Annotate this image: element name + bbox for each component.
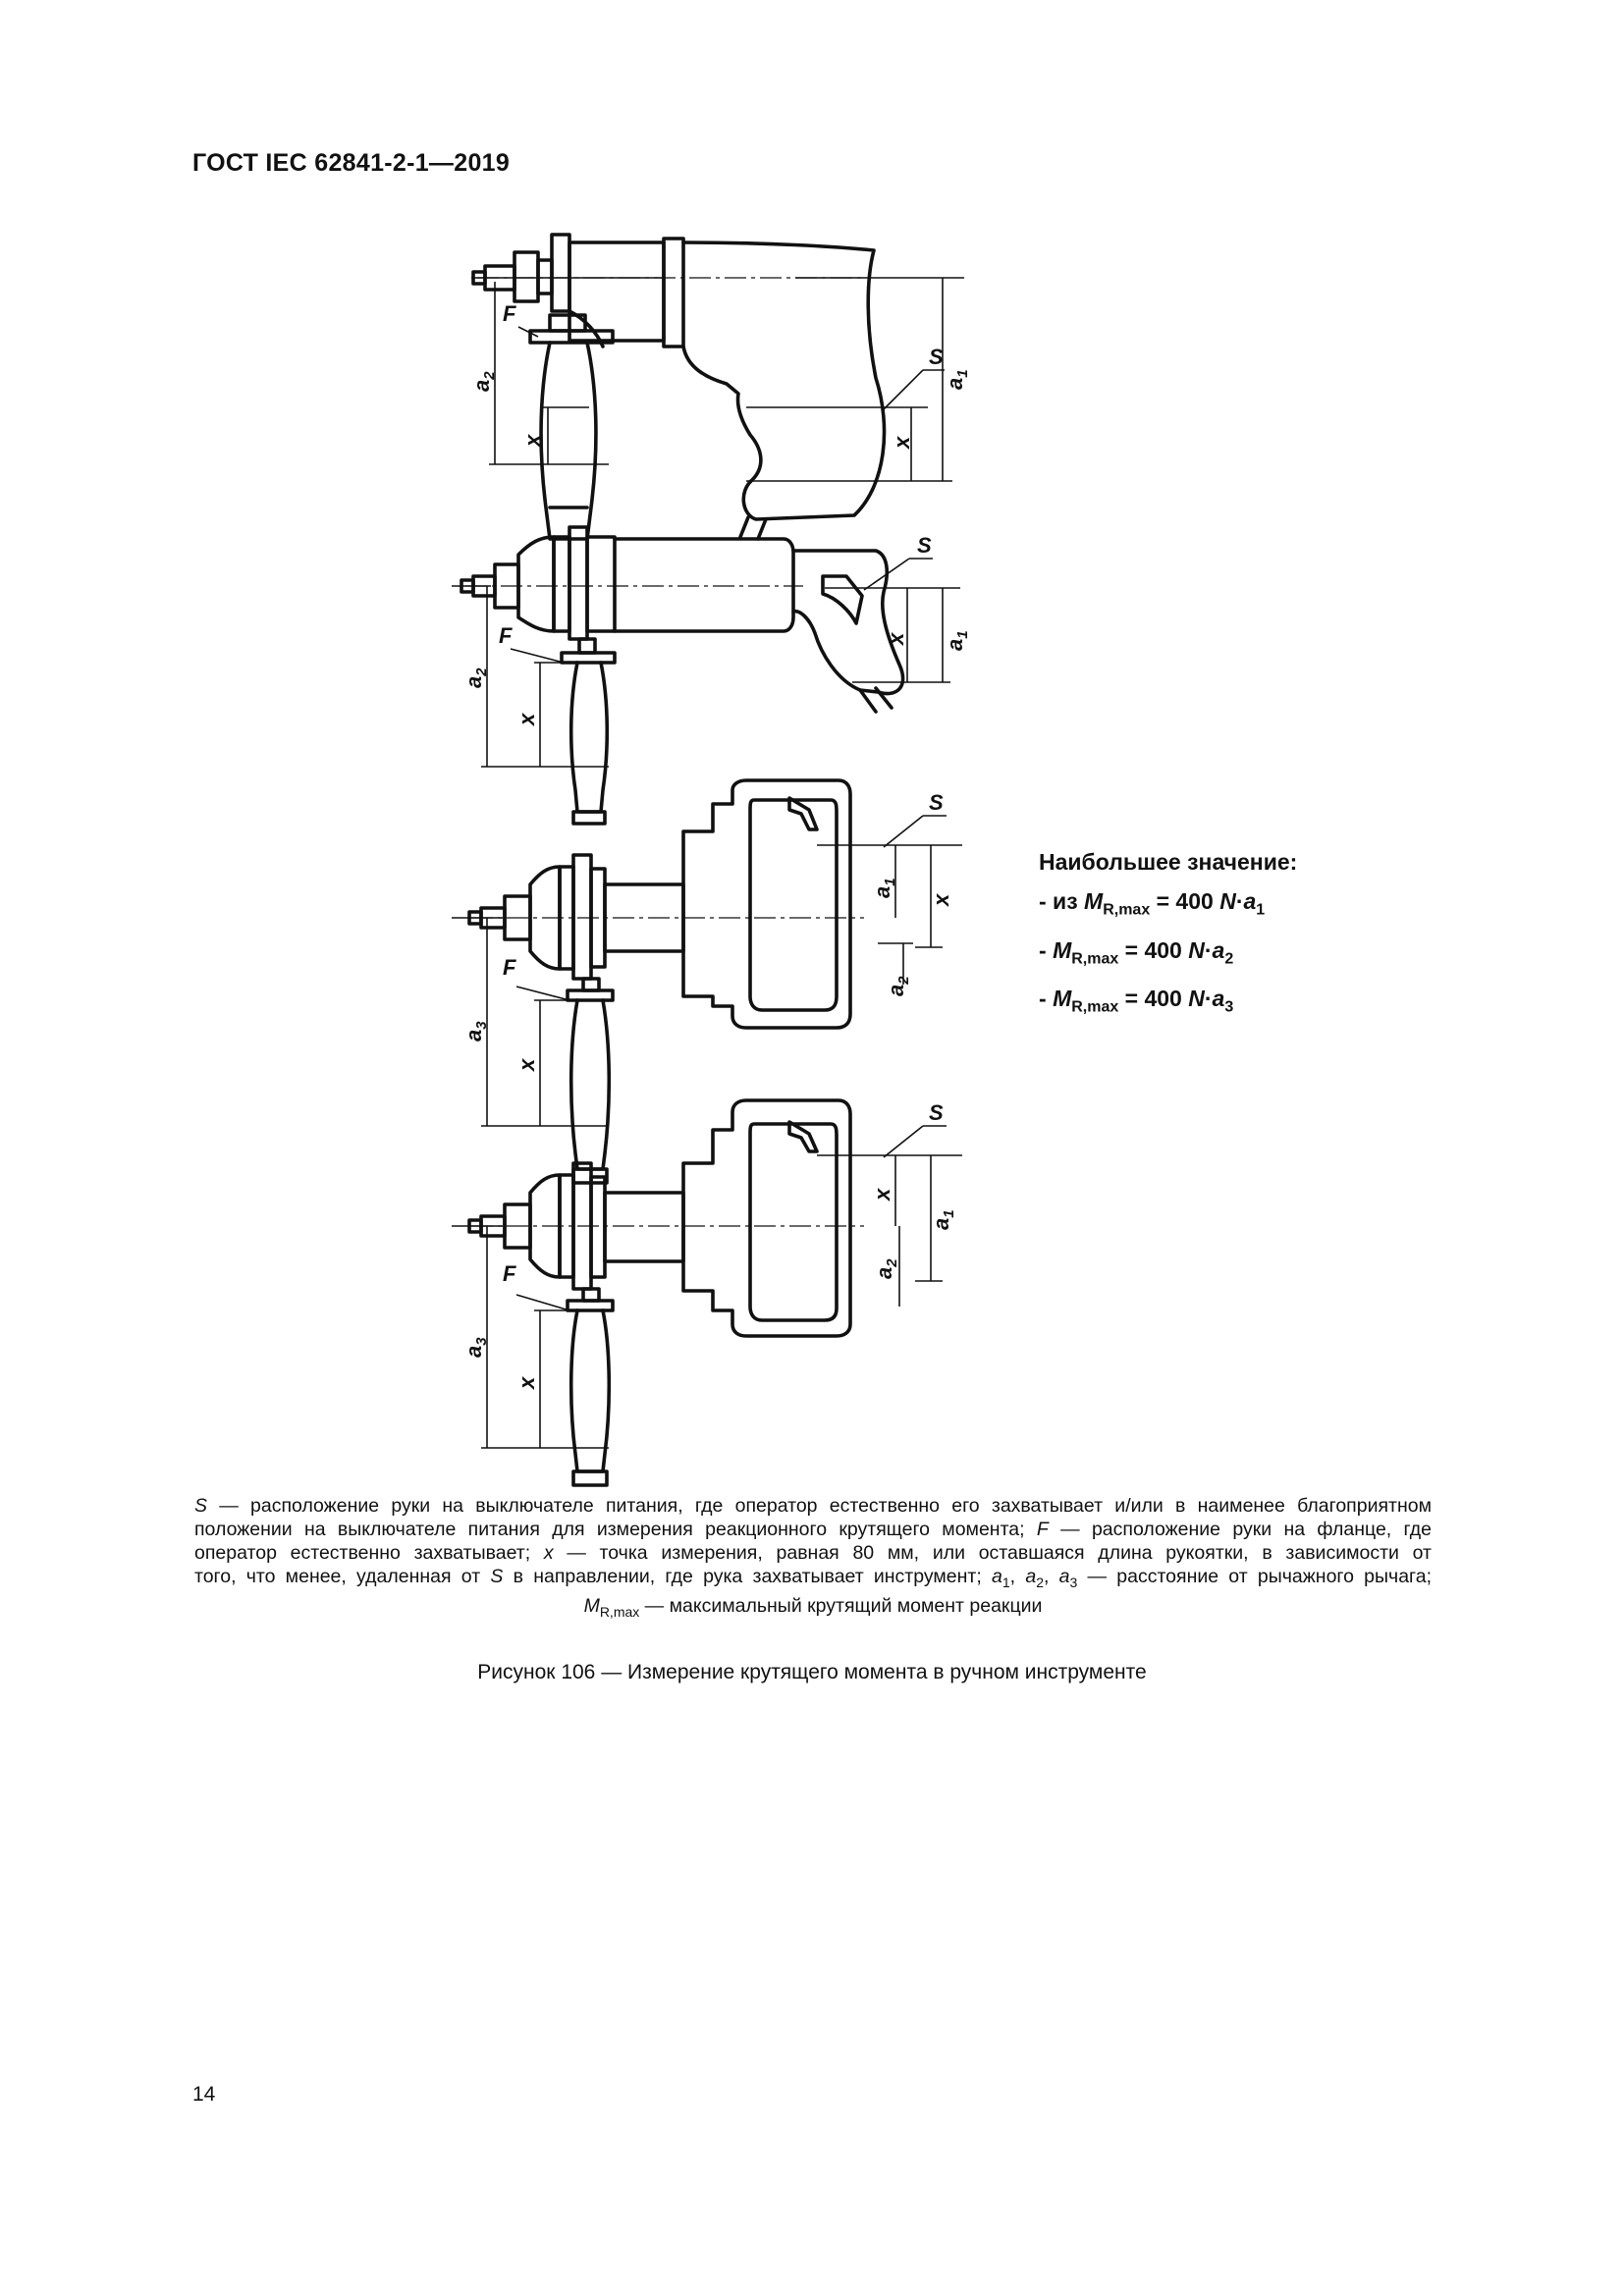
tool-1-pistol-drill: [471, 235, 885, 539]
label-a1: $a_1$: [929, 1209, 957, 1230]
label-F: F: [503, 301, 516, 326]
label-x: x: [514, 713, 539, 725]
figure-legend: [194, 1494, 1432, 1624]
label-a3: $a_3$: [461, 1337, 490, 1358]
tool-3-dimensions: [452, 816, 962, 1126]
formula-title: Наибольшее значение:: [1039, 849, 1298, 875]
label-x: x: [520, 434, 545, 447]
label-S: S: [929, 790, 944, 815]
label-a1: $a_1$: [943, 630, 971, 651]
label-a1: $a_1$: [943, 369, 971, 390]
label-a3: $a_3$: [461, 1021, 490, 1041]
tool-4-labels: [461, 1100, 957, 1390]
tool-4-d-handle-drill: [469, 1100, 864, 1485]
formula-row-3: - $M_{R,max} = 400$ $N\cdot a_3$: [1039, 986, 1234, 1016]
label-x: x: [890, 436, 914, 449]
label-a2: $a_2$: [872, 1258, 900, 1279]
label-x: x: [514, 1376, 539, 1389]
formula-row-2: - $M_{R,max} = 400$ $N\cdot a_2$: [1039, 936, 1234, 968]
legend-line-2: положении на выключателе питания для измерения реакционного крутящего момента; F — расположение руки на фланце, где: [194, 1519, 1433, 1540]
legend-line-3: оператор естественно захватывает; x — точка измерения, равная 80 мм, или оставшаяся длина рукоятки, в зависимости от: [194, 1542, 1432, 1564]
label-a2: $a_2$: [469, 371, 498, 392]
label-x: x: [870, 1188, 894, 1201]
label-S: S: [929, 345, 944, 369]
formula-row-1: - из $M_{R,max} = 400$ $N\cdot a_1$: [1039, 888, 1266, 919]
legend-line-5: $M_{R,max}$ — максимальный крутящий момент реакции: [583, 1594, 1043, 1620]
label-x: x: [929, 893, 953, 906]
label-a2: $a_2$: [884, 976, 912, 996]
label-S: S: [929, 1100, 944, 1125]
legend-line-1: S — расположение руки на выключателе питания, где оператор естественно его захватывает и/или в наименее благоприятном: [194, 1495, 1432, 1517]
figure-caption: Рисунок 106 — Измерение крутящего момента в ручном инструменте: [477, 1661, 1147, 1683]
label-F: F: [503, 955, 516, 980]
label-F: F: [503, 1261, 516, 1286]
tool-1-dimensions: [489, 278, 964, 481]
legend-line-4: того, что менее, удаленная от S в направлении, где рука захватывает инструмент; $a_1$, $a_2$, $a_3$ — расстояние от рычажного рычага;: [194, 1566, 1432, 1590]
document-header: ГОСТ IEC 62841-2-1—2019: [192, 149, 511, 177]
label-x: x: [514, 1058, 539, 1071]
label-F: F: [499, 623, 513, 648]
label-a1: $a_1$: [870, 878, 898, 898]
label-x: x: [884, 632, 908, 645]
max-value-formula: [1039, 842, 1297, 1028]
label-a2: $a_2$: [461, 667, 490, 688]
page-number: 14: [192, 2083, 216, 2106]
tool-4-dimensions: [452, 1126, 962, 1448]
label-S: S: [917, 533, 932, 558]
